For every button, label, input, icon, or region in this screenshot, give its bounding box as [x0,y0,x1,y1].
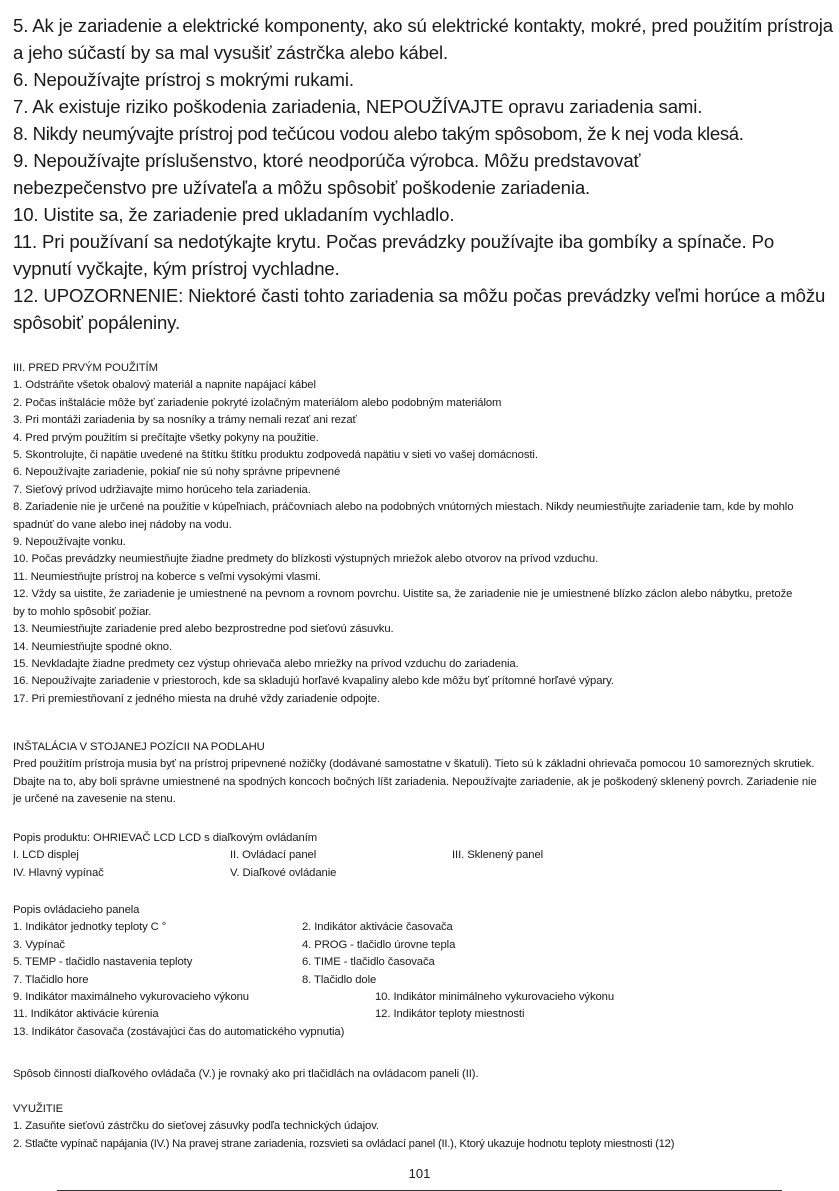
list-item: 5. Skontrolujte, či napätie uvedené na štítku štítku produktu zodpovedá napätiu v sieti vo vašej domácnosti. [13,449,538,462]
product-row [13,865,835,882]
list-item: 3. Pri montáži zariadenia by sa nosníky a trámy nemali rezať ani rezať [13,414,357,427]
installation-text: Pred použitím prístroja musia byť na prístroj pripevnené nožičky (dodávané samostatne v škatuli). Tieto sú k základni ohrievača pomocou 10 samorezných skrutiek. Dbajte na to, aby boli správne umiestnené na spodných koncoch bočných líšt zariadenia. Nepoužívajte zariadenie, ak je poškodený sklenený povrch. Zariadenie nie je určené na zavesenie na stenu. [13,758,817,806]
panel-row [13,937,835,954]
product-part: IV. Hlavný vypínač [13,866,104,879]
panel-item: 6. TIME - tlačidlo časovača [302,956,435,969]
panel-item: 8. Tlačidlo dole [302,973,377,986]
product-part: I. LCD displej [13,849,79,862]
section-heading: Popis produktu: OHRIEVAČ LCD LCD s diaľkovým ovládaním [13,832,318,844]
panel-item: 11. Indikátor aktivácie kúrenia [13,1008,159,1021]
safety-item: 11. Pri používaní sa nedotýkajte krytu. Počas prevádzky používajte iba gombíky a spínače. Po vypnutí vyčkajte, kým prístroj vychladne. [13,231,775,279]
panel-item: 7. Tlačidlo hore [13,973,89,986]
product-section [13,830,835,882]
list-item: 6. Nepoužívajte zariadenie, pokiaľ nie sú nohy správne pripevnené [13,466,341,479]
panel-item: 3. Vypínač [13,938,65,951]
section-heading: III. PRED PRVÝM POUŽITÍM [13,362,158,374]
section-heading: VYUŽITIE [13,1103,64,1115]
list-item: 10. Počas prevádzky neumiestňujte žiadne predmety do blízkosti výstupných mriežok alebo otvorov na prívod vzduchu. [13,553,599,566]
panel-item: 12. Indikátor teploty miestnosti [375,1008,525,1021]
panel-row [13,919,835,936]
list-item: 13. Neumiestňujte zariadenie pred alebo bezprostredne pod sieťovú zásuvku. [13,623,394,636]
list-item: 7. Sieťový prívod udržiavajte mimo horúceho tela zariadenia. [13,483,311,496]
list-item: 1. Zasuňte sieťovú zástrčku do sieťovej zásuvky podľa technických údajov. [13,1120,379,1133]
panel-item: 10. Indikátor minimálneho vykurovacieho výkonu [375,990,615,1003]
before-use-section [13,360,835,708]
panel-row [13,972,835,989]
list-item: 12. Vždy sa uistite, že zariadenie je umiestnené na pevnom a rovnom povrchu. Uistite sa, že zariadenie nie je umiestnené blízko záclon alebo nábytku, pretože by to mohlo spôsobiť požiar. [13,588,793,618]
safety-item: 9. Nepoužívajte príslušenstvo, ktoré neodporúča výrobca. Môžu predstavovať nebezpečenstvo pre užívateľa a môžu spôsobiť poškodenie zariadenia. [13,150,641,198]
list-item: 1. Odstráňte všetok obalový materiál a napnite napájací kábel [13,379,316,392]
panel-row [13,1006,835,1023]
list-item: 14. Neumiestňujte spodné okno. [13,640,173,653]
panel-row [13,989,835,1006]
safety-item: 12. UPOZORNENIE: Niektoré časti tohto zariadenia sa môžu počas prevádzky veľmi horúce a môžu spôsobiť popáleniny. [13,285,826,333]
panel-item: 4. PROG - tlačidlo úrovne tepla [302,938,456,951]
product-part: II. Ovládací panel [230,849,317,862]
remote-note: Spôsob činnosti diaľkového ovládača (V.) je rovnaký ako pri tlačidlách na ovládacom paneli (II). [13,1068,479,1080]
list-item: 15. Nevkladajte žiadne predmety cez výstup ohrievača alebo mriežky na prívod vzduchu do zariadenia. [13,657,519,670]
safety-item: 6. Nepoužívajte prístroj s mokrými rukami. [13,69,354,90]
section-heading: Popis ovládacieho panela [13,904,140,916]
safety-item: 10. Uistite sa, že zariadenie pred ukladaním vychladlo. [13,204,455,225]
panel-section [13,902,835,1041]
panel-row [13,954,835,971]
list-item: 11. Neumiestňujte prístroj na koberce s veľmi vysokými vlasmi. [13,570,321,583]
panel-item: 1. Indikátor jednotky teploty C ° [13,921,167,934]
safety-item: 5. Ak je zariadenie a elektrické komponenty, ako sú elektrické kontakty, mokré, pred použitím prístroja a jeho súčastí by sa mal vysušiť zástrčka alebo kábel. [13,15,833,63]
remote-note-section [13,1066,835,1083]
panel-item: 13. Indikátor časovača (zostávajúci čas do automatického vypnutia) [13,1025,345,1038]
page-number: 101 [408,1166,431,1181]
panel-item: 9. Indikátor maximálneho vykurovacieho výkonu [13,990,249,1003]
safety-list [13,12,835,336]
product-part: V. Diaľkové ovládanie [230,866,337,879]
product-part: III. Sklenený panel [452,849,544,862]
product-row [13,847,835,864]
list-item: 2. Počas inštalácie môže byť zariadenie pokryté izolačným materiálom alebo podobným materiálom [13,396,502,409]
list-item: 9. Nepoužívajte vonku. [13,536,126,549]
list-item: 2. Stlačte vypínač napájania (IV.) Na pravej strane zariadenia, rozsvieti sa ovládací panel (II.), Ktorý ukazuje hodnotu teploty miestnosti (12) [13,1137,675,1150]
panel-item: 5. TEMP - tlačidlo nastavenia teploty [13,956,193,969]
panel-item: 2. Indikátor aktivácie časovača [302,921,453,934]
panel-row [13,1024,835,1041]
list-item: 16. Nepoužívajte zariadenie v priestoroch, kde sa skladujú horľavé kvapaliny alebo kde môžu byť prítomné horľavé výpary. [13,675,614,688]
safety-item: 7. Ak existuje riziko poškodenia zariadenia, NEPOUŽÍVAJTE opravu zariadenia sami. [13,96,703,117]
usage-section [13,1101,835,1153]
list-item: 8. Zariadenie nie je určené na použitie v kúpeľniach, práčovniach alebo na podobných vnútorných miestach. Nikdy neumiestňujte zariadenie tam, kde by mohlo spadnúť do vane alebo inej nádoby na vodu. [13,501,794,531]
installation-section [13,739,835,809]
list-item: 17. Pri premiestňovaní z jedného miesta na druhé vždy zariadenie odpojte. [13,692,380,705]
section-heading: INŠTALÁCIA V STOJANEJ POZÍCII NA PODLAHU [13,741,265,753]
safety-item: 8. Nikdy neumývajte prístroj pod tečúcou vodou alebo takým spôsobom, že k nej voda klesá. [13,123,744,144]
list-item: 4. Pred prvým použitím si prečítajte všetky pokyny na použitie. [13,431,319,444]
